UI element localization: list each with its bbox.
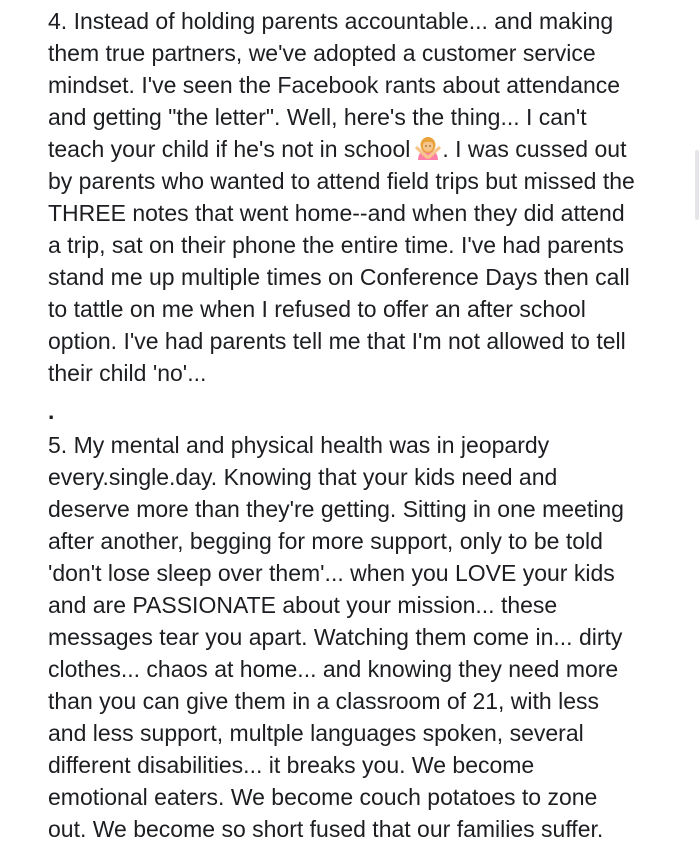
paragraph-5-line: deserve more than they're getting. Sitting in one meeting xyxy=(48,496,624,522)
paragraph-5-line: every.single.day. Knowing that your kids need and xyxy=(48,464,558,490)
post-text xyxy=(48,5,676,845)
scrollbar[interactable] xyxy=(694,0,700,856)
scrollbar-thumb[interactable] xyxy=(695,150,699,220)
paragraph-5-line: than you can give them in a classroom of 21, with less xyxy=(48,688,600,714)
paragraph-4-emoji-line xyxy=(48,133,676,165)
paragraph-5-line: different disabilities... it breaks you. We become xyxy=(48,752,535,778)
paragraph-4-line: to tattle on me when I refused to offer an after school xyxy=(48,296,586,322)
paragraph-4-line: and getting "the letter". Well, here's the thing... I can't xyxy=(48,104,587,130)
paragraph-separator: . xyxy=(48,398,55,424)
paragraph-4 xyxy=(48,5,676,389)
paragraph-4-line: option. I've had parents tell me that I'm not allowed to tell xyxy=(48,328,626,354)
paragraph-4-line: stand me up multiple times on Conference Days then call xyxy=(48,264,630,290)
paragraph-5-line: emotional eaters. We become couch potatoes to zone xyxy=(48,784,598,810)
paragraph-4-text-before-emoji: teach your child if he's not in school xyxy=(48,136,411,162)
woman-gesturing-no-emoji-icon xyxy=(414,136,442,160)
paragraph-5-line: and are PASSIONATE about your mission... these xyxy=(48,592,558,618)
paragraph-5-line: after another, begging for more support, only to be told xyxy=(48,528,603,554)
paragraph-4-line: 4. Instead of holding parents accountable... and making xyxy=(48,8,614,34)
paragraph-4-line: THREE notes that went home--and when they did attend xyxy=(48,200,625,226)
paragraph-5-line: out. We become so short fused that our families suffer. xyxy=(48,816,604,842)
paragraph-5-line: messages tear you apart. Watching them come in... dirty xyxy=(48,624,623,650)
paragraph-5-line: clothes... chaos at home... and knowing they need more xyxy=(48,656,619,682)
paragraph-4-line: them true partners, we've adopted a customer service xyxy=(48,40,596,66)
paragraph-5-line: 5. My mental and physical health was in jeopardy xyxy=(48,432,550,458)
paragraph-5 xyxy=(48,429,676,845)
paragraph-5-line: 'don't lose sleep over them'... when you LOVE your kids xyxy=(48,560,615,586)
paragraph-4-line: by parents who wanted to attend field trips but missed the xyxy=(48,168,635,194)
paragraph-4-line: mindset. I've seen the Facebook rants about attendance xyxy=(48,72,621,98)
paragraph-4-text-after-emoji: . I was cussed out xyxy=(442,136,627,162)
paragraph-5-line: and less support, multple languages spoken, several xyxy=(48,720,584,746)
paragraph-4-line: their child 'no'... xyxy=(48,360,207,386)
paragraph-4-line: a trip, sat on their phone the entire time. I've had parents xyxy=(48,232,624,258)
